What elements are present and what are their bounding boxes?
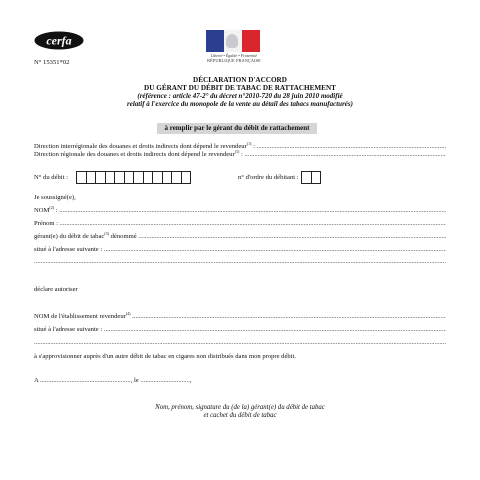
- prenom-label: Prénom :: [34, 220, 58, 227]
- adresse-revendeur-label: situé à l'adresse suivante :: [34, 326, 103, 333]
- adresse-revendeur-continuation-line[interactable]: [34, 339, 446, 347]
- nom-etablissement-label: NOM de l'établissement revendeur: [34, 313, 126, 320]
- digit-box[interactable]: [181, 171, 192, 184]
- fill-line[interactable]: [104, 246, 446, 254]
- fill-line[interactable]: [257, 143, 446, 151]
- form-title: DÉCLARATION D'ACCORD: [193, 76, 287, 84]
- nom-etablissement-field[interactable]: [34, 313, 446, 321]
- declare-autoriser-label: déclare autoriser: [34, 286, 78, 293]
- lieu-date-field[interactable]: A ......................................................., le ..............................,: [34, 377, 192, 384]
- nom-label: NOM: [34, 207, 50, 214]
- ordre-number-label: n° d'ordre du débitant :: [238, 174, 299, 181]
- prenom-field[interactable]: [34, 220, 446, 228]
- gerant-label: gérant(e) du débit de tabac: [34, 233, 105, 240]
- fill-line[interactable]: [104, 326, 446, 334]
- legal-reference-line1: (référence : article 47-2° du décret n°2010-720 du 28 juin 2010 modifié: [137, 92, 343, 100]
- direction-interregionale-label: Direction interrégionale des douanes et droits indirects dont dépend le revendeur: [34, 143, 247, 150]
- marianne-flag-logo: [206, 30, 260, 52]
- adresse-label: situé à l'adresse suivante :: [34, 246, 103, 253]
- ordre-number-boxes[interactable]: [301, 171, 320, 184]
- footnote-ref: (2): [49, 205, 55, 210]
- fill-line[interactable]: [138, 233, 446, 241]
- republic-motto: Liberté • Égalité • Fraternité: [210, 53, 258, 58]
- nom-field[interactable]: NOM$^{(2)}$ : .....: [34, 207, 446, 215]
- direction-interregionale-field[interactable]: Direction interrégionale des douanes et droits indirects dont dépend le revendeur$^{(1)}$ : .....: [34, 143, 446, 151]
- svg-text:cerfa: cerfa: [46, 33, 72, 48]
- cerfa-logo: [34, 31, 84, 50]
- direction-regionale-field[interactable]: Direction régionale des douanes et droits indirects dont dépend le revendeur$^{(1)}$ : .....: [34, 151, 446, 159]
- form-subtitle: DU GÉRANT DU DÉBIT DE TABAC DE RATTACHEMENT: [144, 84, 336, 92]
- legal-reference-line2: relatif à l'exercice du monopole de la vente au détail des tabacs manufacturés): [127, 100, 353, 108]
- soussigne-label: Je soussigné(e),: [34, 194, 76, 201]
- direction-regionale-label: Direction régionale des douanes et droits indirects dont dépend le revendeur: [34, 151, 235, 158]
- fill-line[interactable]: [245, 151, 447, 159]
- footnote-ref: (1): [246, 141, 252, 146]
- signature-caption-line2: et cachet du débit de tabac: [203, 412, 277, 419]
- debit-number-boxes[interactable]: [76, 171, 190, 184]
- fill-line[interactable]: [59, 207, 446, 215]
- section-banner: à remplir par le gérant du débit de rattachement: [157, 123, 317, 134]
- fill-line[interactable]: [60, 220, 446, 228]
- republic-name: RÉPUBLIQUE FRANÇAISE: [207, 58, 261, 63]
- gerant-field[interactable]: [34, 233, 446, 241]
- footnote-ref: (4): [125, 311, 131, 316]
- digit-box[interactable]: [311, 171, 322, 184]
- fill-line[interactable]: [132, 313, 446, 321]
- approvisionner-text: à s'approvisionner auprès d'un autre débit de tabac en cigares non distribués dans mon propre débit.: [34, 353, 297, 360]
- signature-caption-line1: Nom, prénom, signature du (de la) gérant(e) du débit de tabac: [155, 404, 325, 411]
- gerant-suffix: dénommé: [110, 233, 137, 240]
- debit-number-label: N° du débit :: [34, 174, 68, 181]
- adresse-field[interactable]: [34, 246, 446, 254]
- footnote-ref: (1): [234, 149, 240, 154]
- adresse-continuation-line[interactable]: [34, 258, 446, 266]
- form-number: N° 15351*02: [34, 59, 70, 66]
- adresse-revendeur-field[interactable]: [34, 326, 446, 334]
- footnote-ref: (3): [104, 231, 109, 236]
